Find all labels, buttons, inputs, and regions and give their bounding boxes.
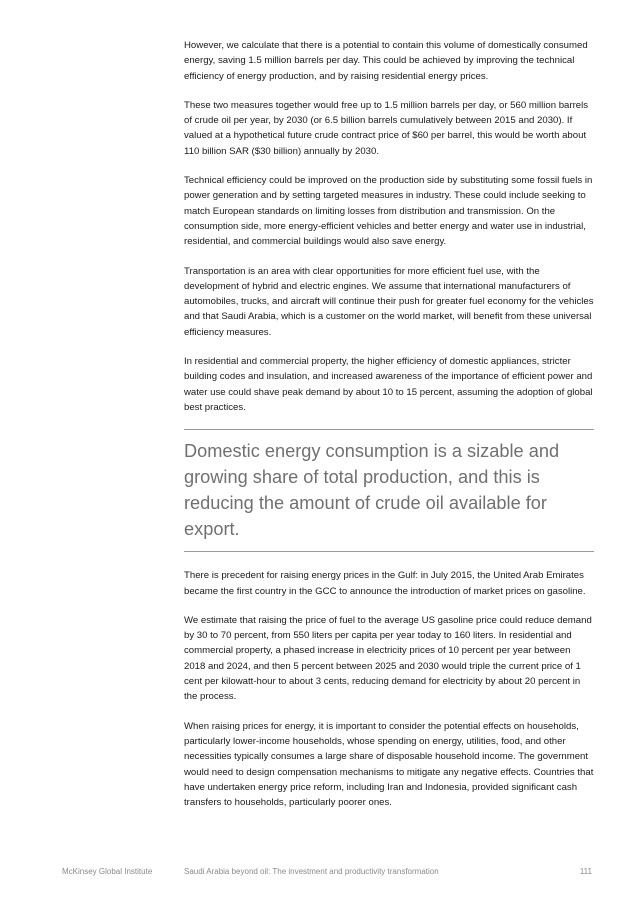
body-paragraph: In residential and commercial property, the higher efficiency of domestic appliances, stricter building codes and insulation, and increased awareness of the importance of efficient power and water use could shave peak demand by about 10 to 15 percent, assuming the adoption of global best practices.	[184, 356, 593, 413]
pull-quote-bottom-rule	[184, 551, 594, 552]
pull-quote: Domestic energy consumption is a sizable and growing share of total production, and this is reducing the amount of crude oil available for export.	[184, 441, 560, 540]
footer-publisher: McKinsey Global Institute	[62, 867, 153, 876]
footer-report-title: Saudi Arabia beyond oil: The investment and productivity transformation	[184, 867, 439, 876]
body-paragraph: We estimate that raising the price of fuel to the average US gasoline price could reduce demand by 30 to 70 percent, from 550 liters per capita per year today to 160 liters. In residential and commercial property, a phased increase in electricity prices of 10 percent per year between 2018 and 2024, and then 5 percent between 2025 and 2030 would triple the current price of 1 cent per kilowatt-hour to about 3 cents, reducing demand for electricity by about 20 percent in the process.	[184, 614, 592, 703]
page-number: 111	[579, 867, 592, 876]
pull-quote-top-rule	[184, 429, 594, 430]
body-column	[184, 38, 594, 824]
body-paragraph: However, we calculate that there is a potential to contain this volume of domestically consumed energy, saving 1.5 million barrels per day. This could be achieved by improving the technical efficiency of energy production, and by raising residential energy prices.	[184, 40, 588, 82]
body-paragraph: Technical efficiency could be improved on the production side by substituting some fossil fuels in power generation and by setting targeted measures in industry. These could include seeking to match European standards on limiting losses from distribution and transmission. On the consumption side, more energy-efficient vehicles and better energy and water use in industrial, residential, and commercial buildings would also save energy.	[184, 175, 593, 248]
body-paragraph: Transportation is an area with clear opportunities for more efficient fuel use, with the development of hybrid and electric engines. We assume that international manufacturers of automobiles, trucks, and aircraft will continue their push for greater fuel economy for the vehicles and that Saudi Arabia, which is a customer on the world market, will benefit from these universal efficiency measures.	[184, 265, 594, 338]
body-paragraph: These two measures together would free up to 1.5 million barrels per day, or 560 million barrels of crude oil per year, by 2030 (or 6.5 billion barrels cumulatively between 2015 and 2030). If valued at a hypothetical future crude contract price of $60 per barrel, this would be worth about 110 billion SAR ($30 billion) annually by 2030.	[184, 99, 589, 157]
body-paragraph: There is precedent for raising energy prices in the Gulf: in July 2015, the United Arab Emirates became the first country in the GCC to announce the introduction of market prices on gasoline.	[184, 570, 586, 597]
body-paragraph: When raising prices for energy, it is important to consider the potential effects on households, particularly lower-income households, whose spending on energy, utilities, food, and other necessities typically consumes a large share of disposable household income. The government would need to design compensation mechanisms to mitigate any negative effects. Countries that have undertaken energy price reform, including Iran and Indonesia, provided significant cash transfers to households, particularly poorer ones.	[184, 720, 594, 809]
